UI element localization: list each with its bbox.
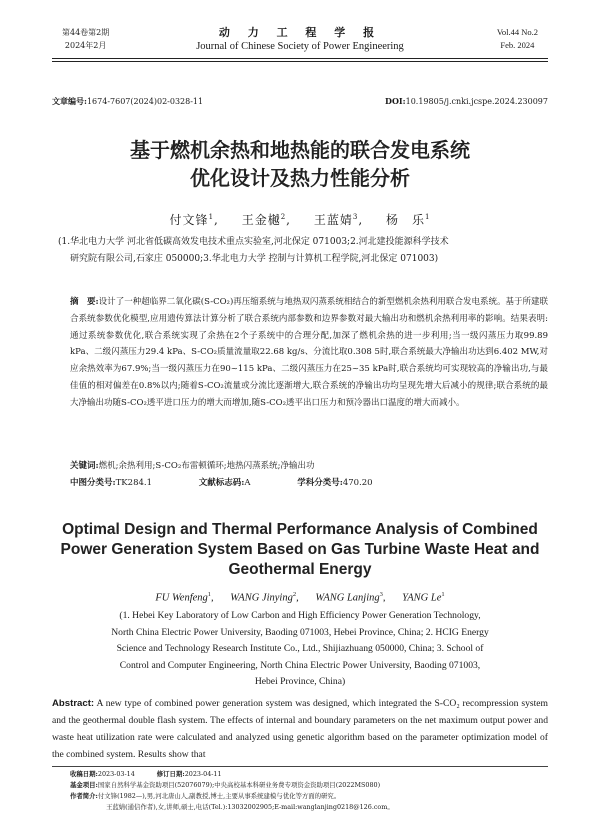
volume-issue-text: 第44卷第2期 xyxy=(62,28,110,37)
received-label: 收稿日期: xyxy=(70,770,98,778)
affiliation-en-line4: Control and Computer Engineering, North China Electric Power University, Baoding 071003, xyxy=(119,659,481,671)
affiliation-en-line3: Science and Technology Research Institute Co., Ltd., Shijiazhuang 050000, China; 3. School of xyxy=(116,643,484,654)
affiliation-cn-line2: 研究院有限公司,石家庄 050000;3.华北电力大学 控制与计算机工程学院,河北保定 071003) xyxy=(70,254,439,264)
title-en-line2: Power Generation System Based on Gas Turbine Waste Heat and xyxy=(60,541,540,558)
author-cn-sup: 1 xyxy=(208,213,215,221)
article-number xyxy=(52,96,203,107)
author-en: FU Wenfeng xyxy=(155,592,208,604)
author-en: WANG Lanjing xyxy=(315,592,380,604)
fund-label: 基金项目: xyxy=(70,781,98,789)
affiliation-cn-line1: (1.华北电力大学 河北省低碳高效发电技术重点实验室,河北保定 071003;2.河北建投能源科学技术 xyxy=(58,237,449,247)
fund-text: 国家自然科学基金资助项目(52076079);中央高校基本科研业务费专项资金资助项目(2022MS080) xyxy=(97,781,381,789)
affiliation-en-line2: North China Electric Power University, Baoding 071003, Hebei Province, China; 2. HCIG Energy xyxy=(111,626,489,638)
author-cn: 杨 乐 xyxy=(385,213,425,227)
author-en: YANG Le xyxy=(402,592,442,604)
journal-title-cn: 动 力 工 程 学 报 xyxy=(218,26,382,39)
doc-code-label: 文献标志码: xyxy=(198,478,245,488)
bio-label: 作者简介: xyxy=(70,792,98,800)
keywords-cn-label: 关键词: xyxy=(70,461,99,471)
abstract-en-text: A new type of combined power generation system was designed, which integrated the S-CO₂ recompression system and the geothermal double flash system. The effects of internal and boundary parameters on the net maximum output power and waste heat utilization rate were calculated and analyzed using genetic algorithm based on the parameter optimization model of the combined system. Results show that xyxy=(52,698,548,760)
header-rule-thin xyxy=(52,61,548,62)
subject-value: 470.20 xyxy=(342,478,373,488)
affiliation-en-line5: Hebei Province, China) xyxy=(254,676,346,687)
author-cn-sup: 3 xyxy=(352,213,359,221)
article-number-value: 1674-7607(2024)02-0328-11 xyxy=(86,97,204,106)
corresponding-text: 王蓝婧(通信作者),女,讲师,硕士,电话(Tel.):13032002905;E-mail:wanglanjing0218@126.com。 xyxy=(106,803,394,811)
paper-title-en xyxy=(52,520,548,580)
affiliation-en-line1: (1. Hebei Key Laboratory of Low Carbon and High Efficiency Power Generation Technology, xyxy=(119,610,481,621)
abstract-cn-label: 摘 要: xyxy=(70,297,99,307)
footnote-corresponding xyxy=(106,802,584,813)
author-en: WANG Jinying xyxy=(230,592,293,604)
title-cn-line1: 基于燃机余热和地热能的联合发电系统 xyxy=(130,138,470,162)
author-en-sup: 3 xyxy=(379,591,383,598)
header-rule xyxy=(52,58,548,59)
volume-issue-en-text: Vol.44 No.2 xyxy=(496,27,538,37)
issue-date-text: 2024年2月 xyxy=(64,41,107,50)
author-cn: 王蓝婧 xyxy=(313,213,353,227)
author-cn: 王金樾 xyxy=(241,213,281,227)
clc-label: 中图分类号: xyxy=(70,478,116,488)
title-en-line3: Geothermal Energy xyxy=(228,561,372,578)
clc-value: TK284.1 xyxy=(115,478,152,488)
abstract-en-label: Abstract: xyxy=(52,698,95,709)
footnote-rule xyxy=(52,766,548,767)
journal-title-en: Journal of Chinese Society of Power Engineering xyxy=(196,41,404,52)
author-cn-sup: 2 xyxy=(280,213,287,221)
revised-date: 2023-04-11 xyxy=(184,770,222,778)
affiliation-cn xyxy=(58,234,548,268)
paper-title-cn xyxy=(52,136,548,192)
authors-en: FU Wenfeng$^1$, WANG Jinying$^2$, WANG Lanjing$^3$, YANG Le$^1$ xyxy=(155,591,445,604)
authors-cn: 付文锋$^1$, 王金樾$^2$, 王蓝婧$^3$, 杨 乐$^1$ xyxy=(169,213,431,227)
title-cn-line2: 优化设计及热力性能分析 xyxy=(190,166,410,190)
article-number-label: 文章编号: xyxy=(52,96,87,106)
keywords-cn xyxy=(70,459,548,474)
journal-volume-issue-en xyxy=(497,26,538,52)
author-cn: 付文锋 xyxy=(169,213,209,227)
doc-code-value: A xyxy=(244,478,251,488)
abstract-en xyxy=(52,695,548,763)
revised-label: 修订日期: xyxy=(156,770,185,778)
affiliation-en xyxy=(70,608,530,691)
classification-line xyxy=(70,476,548,491)
abstract-cn-text: 设计了一种超临界二氧化碳(S-CO₂)再压缩系统与地热双闪蒸系统相结合的新型燃机余热利用联合发电系统。基于所建联合系统参数优化模型,应用遗传算法计算分析了联合系统内部参数和边界参数对最大输出功和燃机余热利用率的影响。结果表明:通过系统参数优化,联合系统实现了余热在2个子系统中的合理分配,加深了燃机余热的进一步利用;当一级闪蒸压力取99.89 kPa、二级闪蒸压力29.4 kPa、S-CO₂质量流量取22.68 kg/s、分流比取0.308 5时,联合系统最大净输出功达到6.402 MW,对应余热效率为67.9%;当一级闪蒸压力在90~115 kPa、二级闪蒸压力在25~35 kPa时,联合系统均可实现较高的净输出功,与最佳值的相对偏差在0.8%以内;随着S-CO₂流量或分流比逐渐增大,联合系统的净输出功均呈现先增大后减小的规律;联合系统的最大净输出功随S-CO₂透平进口压力的增大而增加,随S-CO₂透平出口压力和预冷器出口温度的增大而减小。 xyxy=(70,297,549,408)
keywords-cn-text: 燃机;余热利用;S-CO₂布雷顿循环;地热闪蒸系统;净输出功 xyxy=(98,461,315,471)
issue-date-en-text: Feb. 2024 xyxy=(500,40,535,50)
abstract-cn xyxy=(70,294,548,412)
doi-value: 10.19805/j.cnki.jcspe.2024.230097 xyxy=(405,97,548,106)
journal-title xyxy=(150,26,450,54)
author-en-sup: 1 xyxy=(207,591,212,598)
subject-label: 学科分类号: xyxy=(297,478,343,488)
received-date: 2023-03-14 xyxy=(97,770,135,778)
bio-text: 付文锋(1982—),男,河北唐山人,副教授,博士,主要从事系统建模与优化等方面的研究。 xyxy=(97,792,341,800)
footnote-fund xyxy=(70,780,548,791)
author-en-sup: 2 xyxy=(292,591,297,598)
author-cn-sup: 1 xyxy=(424,213,431,221)
title-en-line1: Optimal Design and Thermal Performance Analysis of Combined xyxy=(62,521,538,538)
footnote-dates xyxy=(70,769,548,780)
doi xyxy=(385,96,548,106)
journal-volume-issue xyxy=(62,26,109,52)
author-en-sup: 1 xyxy=(441,591,445,598)
doi-label: DOI: xyxy=(385,96,406,106)
footnote-bio xyxy=(70,791,548,802)
